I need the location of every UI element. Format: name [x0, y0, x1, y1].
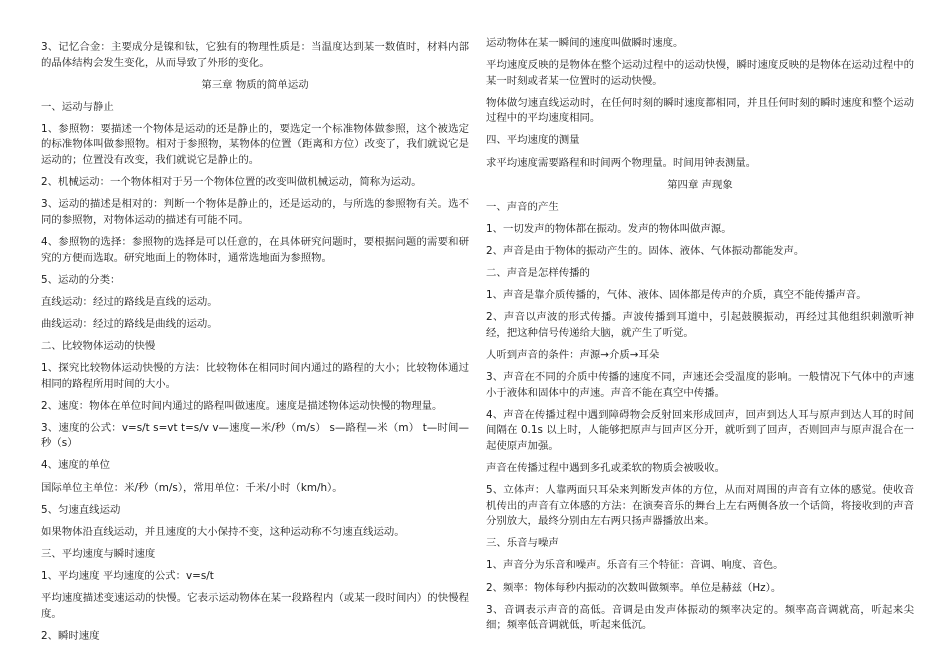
paragraph: 1、声音是靠介质传播的，气体、液体、固体都是传声的介质，真空不能传播声音。: [486, 289, 867, 302]
paragraph: 5、立体声：人靠两面只耳朵来判断发声体的方位，从而对周围的声音有立体的感觉。使收音机传出的声音有立体感的方法：在演奏音乐的舞台上左右两侧各放一个话筒，将接收到的声音分别放大，最终分别由左右两只扬声器播放出来。: [486, 484, 914, 528]
paragraph: 4、参照物的选择：参照物的选择是可以任意的，在具体研究问题时，要根据问题的需要和研究的方便而选取。研究地面上的物体时，通常选地面为参照物。: [41, 235, 469, 264]
paragraph: 5、运动的分类：: [41, 273, 121, 286]
paragraph: 3、音调表示声音的高低。音调是由发声体振动的频率决定的。频率高音调就高，听起来尖细；频率低音调就低，听起来低沉。: [486, 603, 914, 632]
paragraph: 如果物体沿直线运动，并且速度的大小保持不变，这种运动称不匀速直线运动。: [41, 525, 405, 538]
right-column: [486, 36, 914, 640]
paragraph: 3、记忆合金：主要成分是镍和钛，它独有的物理性质是：当温度达到某一数值时，材料内部的晶体结构会发生变化，从而导致了外形的变化。: [41, 41, 469, 69]
paragraph: 四、平均速度的测量: [486, 134, 580, 147]
paragraph: 1、探究比较物体运动快慢的方法：比较物体在相同时间内通过的路程的大小；比较物体通过相同的路程所用时间的大小。: [41, 362, 469, 390]
paragraph: 三、乐音与噪声: [486, 537, 559, 550]
paragraph: 国际单位主单位：米/秒（m/s），常用单位：千米/小时（km/h）。: [41, 481, 343, 494]
paragraph: 3、声音在不同的介质中传播的速度不同，声速还会受温度的影响。一般情况下气体中的声速小于液体和固体中的声速。声音不能在真空中传播。: [486, 371, 914, 399]
paragraph: 人听到声音的条件：声源→介质→耳朵: [486, 348, 660, 361]
paragraph: 二、比较物体运动的快慢: [41, 339, 156, 352]
paragraph: 1、一切发声的物体都在振动。发声的物体叫做声源。: [486, 222, 732, 235]
paragraph: 3、运动的描述是相对的：判断一个物体是静止的，还是运动的，与所选的参照物有关。选不同的参照物，对物体运动的描述有可能不同。: [41, 198, 469, 226]
paragraph: 一、运动与静止: [41, 100, 114, 113]
paragraph: 1、声音分为乐音和噪声。乐音有三个特征：音调、响度、音色。: [486, 559, 784, 572]
paragraph: 物体做匀速直线运动时，在任何时刻的瞬时速度都相同，并且任何时刻的瞬时速度和整个运动过程中的平均速度相同。: [486, 96, 914, 125]
paragraph: 4、声音在传播过程中遇到障碍物会反射回来形成回声，回声到达人耳与原声到达人耳的时间间隔在 0.1s 以上时，人能够把原声与回声区分开，就听到了回声，否则回声与原声混合在一起使原声加强。: [486, 408, 914, 452]
paragraph: 运动物体在某一瞬间的速度叫做瞬时速度。: [486, 37, 684, 49]
paragraph: 平均速度描述变速运动的快慢。它表示运动物体在某一段路程内（或某一段时间内）的快慢程度。: [41, 592, 469, 620]
paragraph: 3、速度的公式：v=s/t s=vt t=s/v v—速度—米/秒（m/s） s—路程—米（m） t—时间—秒（s）: [41, 421, 469, 450]
paragraph: 直线运动：经过的路线是直线的运动。: [41, 295, 218, 308]
paragraph: 2、瞬时速度: [41, 629, 100, 642]
paragraph: 2、速度：物体在单位时间内通过的路程叫做速度。速度是描述物体运动快慢的物理量。: [41, 399, 443, 412]
paragraph: 二、声音是怎样传播的: [486, 267, 590, 280]
paragraph: 一、声音的产生: [486, 200, 559, 213]
left-column: [41, 40, 469, 651]
paragraph: 5、匀速直线运动: [41, 503, 121, 516]
paragraph: 声音在传播过程中遇到多孔或柔软的物质会被吸收。: [486, 461, 725, 474]
paragraph: 1、平均速度 平均速度的公式：v=s/t: [41, 569, 214, 582]
chapter-heading: 第四章 声现象: [667, 178, 733, 191]
paragraph: 2、声音以声波的形式传播。声波传播到耳道中，引起鼓膜振动，再经过其他组织刺激听神经，把这种信号传递给大脑，就产生了听觉。: [486, 311, 914, 339]
paragraph: 平均速度反映的是物体在整个运动过程中的运动快慢，瞬时速度反映的是物体在运动过程中的某一时刻或者某一位置时的运动快慢。: [486, 59, 914, 87]
paragraph: 2、声音是由于物体的振动产生的。固体、液体、气体振动都能发声。: [486, 244, 805, 257]
paragraph: 三、平均速度与瞬时速度: [41, 547, 156, 560]
paragraph: 2、机械运动：一个物体相对于另一个物体位置的改变叫做机械运动，简称为运动。: [41, 176, 422, 189]
chapter-heading: 第三章 物质的简单运动: [201, 78, 309, 91]
paragraph: 4、速度的单位: [41, 459, 110, 472]
paragraph: 1、参照物：要描述一个物体是运动的还是静止的，要选定一个标准物体做参照，这个被选定的标准物体叫做参照物。相对于参照物，某物体的位置（距离和方位）改变了，我们就说它是运动的；位置没有改变，我们就说它是静止的。: [41, 122, 469, 167]
paragraph: 求平均速度需要路程和时间两个物理量。时间用钟表测量。: [486, 156, 757, 169]
paragraph: 曲线运动：经过的路线是曲线的运动。: [41, 317, 218, 330]
paragraph: 2、频率：物体每秒内振动的次数叫做频率。单位是赫兹（Hz）。: [486, 581, 782, 594]
